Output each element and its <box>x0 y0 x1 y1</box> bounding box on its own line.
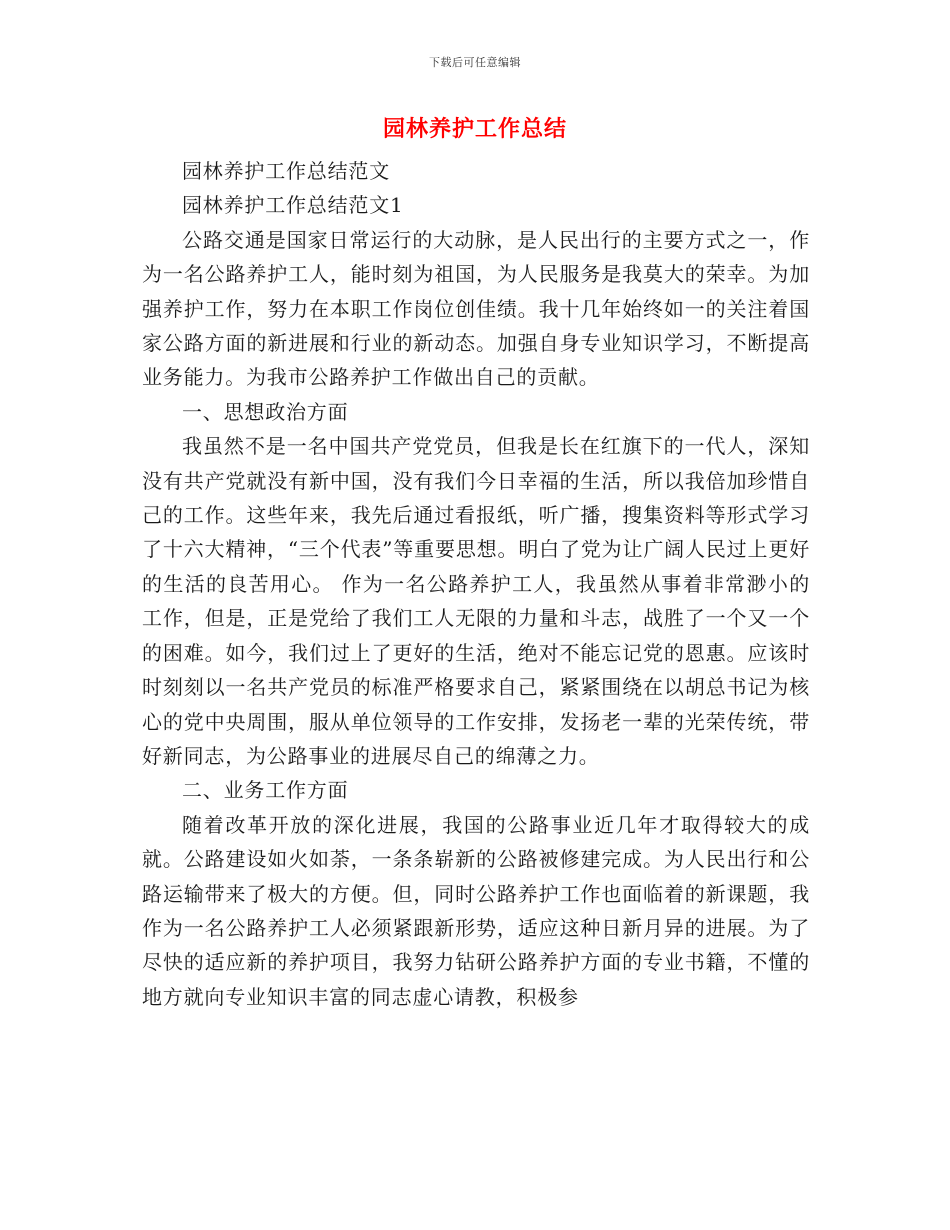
paragraph-section-title: 园林养护工作总结范文1 <box>182 193 404 218</box>
header-note: 下载后可任意编辑 <box>429 56 521 69</box>
paragraph-ideology: 我虽然不是一名中国共产党党员，但我是长在红旗下的一代人，深知没有共产党就没有新中国，没有我们今日幸福的生活，所以我倍加珍惜自己的工作。这些年来，我先后通过看报纸，听广播，搜集资料等形式学习了十六大精神，“三个代表”等重要思想。明白了党为让广阔人民过上更好的生活的良苦用心。 作为一名公路养护工人，我虽然从事着非常渺小的工作，但是，正是党给了我们工人无限的力量和斗志，战胜了一个又一个的困难。如今，我们过上了更好的生活，绝对不能忘记党的恩惠。应该时时刻刻以一名共产党员的标准严格要求自己，紧紧围绕在以胡总书记为核心的党中央周围，服从单位领导的工作安排，发扬老一辈的光荣传统，带好新同志，为公路事业的进展尽自己的绵薄之力。 <box>142 434 810 768</box>
paragraph-intro: 公路交通是国家日常运行的大动脉，是人民出行的主要方式之一，作为一名公路养护工人，能时刻为祖国，为人民服务是我莫大的荣幸。为加强养护工作，努力在本职工作岗位创佳绩。我十几年始终如一的关注着国家公路方面的新进展和行业的新动态。加强自身专业知识学习，不断提高业务能力。为我市公路养护工作做出自己的贡献。 <box>142 227 810 390</box>
heading-ideology: 一、思想政治方面 <box>182 399 349 424</box>
heading-business: 二、业务工作方面 <box>182 778 349 803</box>
paragraph-business: 随着改革开放的深化进展，我国的公路事业近几年才取得较大的成就。公路建设如火如荼，一条条崭新的公路被修建完成。为人民出行和公路运输带来了极大的方便。但，同时公路养护工作也面临着的新课题，我作为一名公路养护工人必须紧跟新形势，适应这种日新月异的进展。为了尽快的适应新的养护项目，我努力钻研公路养护方面的专业书籍，不懂的地方就向专业知识丰富的同志虚心请教，积极参 <box>142 812 810 1009</box>
paragraph-subtitle: 园林养护工作总结范文 <box>182 159 390 183</box>
document-body <box>142 154 810 1014</box>
document-title: 园林养护工作总结 <box>382 116 567 142</box>
